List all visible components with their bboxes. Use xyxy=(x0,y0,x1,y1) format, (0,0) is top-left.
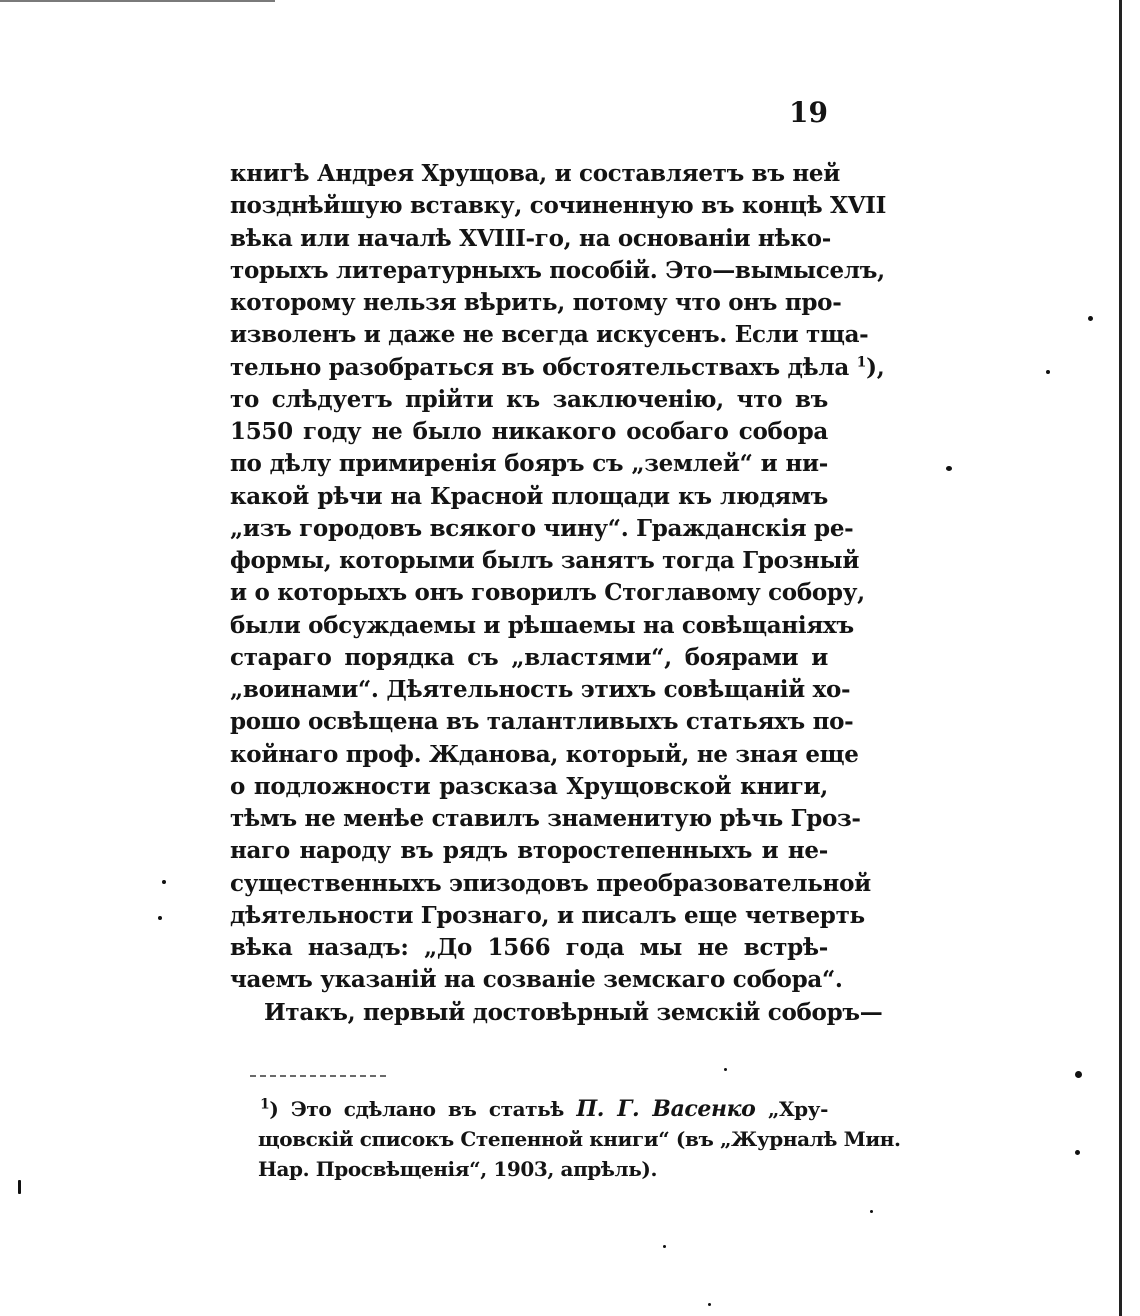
text-line: тѣмъ не менѣе ставилъ знаменитую рѣчь Гроз- xyxy=(230,805,861,832)
footnote xyxy=(258,1094,901,1184)
text-line: вѣка или началѣ XVIII-го, на основаніи нѣко- xyxy=(230,224,831,252)
footnote-text: „Хру- xyxy=(767,1097,828,1121)
scan-speck xyxy=(1046,370,1050,374)
scan-speck xyxy=(1075,1071,1082,1078)
text-line: 1550 году не было никакого особаго собора xyxy=(230,418,828,445)
scan-speck xyxy=(162,880,166,884)
scan-speck xyxy=(724,1068,727,1071)
scan-edge-top xyxy=(0,0,275,2)
text-line: существенныхъ эпизодовъ преобразовательной xyxy=(230,869,871,897)
body-text xyxy=(230,158,887,1029)
scan-speck xyxy=(708,1303,711,1306)
text-line-with-footnote-ref xyxy=(230,352,885,384)
text-line: то слѣдуетъ прійти къ заключенію, что въ xyxy=(230,385,828,413)
page-number: 19 xyxy=(789,96,828,129)
text-line-content: тельно разобраться въ обстоятельствахъ дѣла xyxy=(230,353,849,381)
text-line: наго народу въ рядъ второстепенныхъ и не- xyxy=(230,837,828,865)
scan-speck xyxy=(946,466,952,471)
text-line: рошо освѣщена въ талантливыхъ статьяхъ по- xyxy=(230,708,854,736)
text-line: „воинами“. Дѣятельность этихъ совѣщаній хо- xyxy=(230,676,851,703)
text-line: торыхъ литературныхъ пособій. Это—вымыселъ, xyxy=(230,256,885,284)
text-line: какой рѣчи на Красной площади къ людямъ xyxy=(230,482,828,510)
footnote-author: П. Г. Васенко xyxy=(576,1096,756,1122)
text-line: которому нельзя вѣрить, потому что онъ про- xyxy=(230,289,842,316)
text-line: стараго порядка съ „властями“, боярами и xyxy=(230,643,828,671)
footnote-line: Нар. Просвѣщенія“, 1903, апрѣль). xyxy=(258,1157,658,1181)
footnote-text: ) Это сдѣлано въ статьѣ xyxy=(269,1097,564,1121)
scan-speck xyxy=(18,1180,21,1194)
paragraph-first-line: Итакъ, первый достовѣрный земскій соборъ— xyxy=(264,998,883,1026)
footnote-reference-suffix: ), xyxy=(866,353,885,381)
footnote-separator xyxy=(250,1075,386,1077)
text-line: изволенъ и даже не всегда искусенъ. Если тща- xyxy=(230,321,869,349)
text-line: позднѣйшую вставку, сочиненную въ концѣ XVII xyxy=(230,192,887,220)
text-line: вѣка назадъ: „До 1566 года мы не встрѣ- xyxy=(230,934,828,961)
footnote-line: щовскій списокъ Степенной книги“ (въ „Журналѣ Мин. xyxy=(258,1127,901,1151)
scan-speck xyxy=(158,916,162,920)
footnote-marker: 1 xyxy=(260,1096,270,1113)
footnote-reference[interactable]: 1 xyxy=(856,353,867,370)
text-line: формы, которыми былъ занятъ тогда Грозный xyxy=(230,547,860,574)
text-line: чаемъ указаній на созваніе земскаго собора“. xyxy=(230,966,843,994)
footnote-line xyxy=(258,1094,828,1124)
text-line: по дѣлу примиренія бояръ съ „землей“ и ни- xyxy=(230,450,828,478)
text-line: были обсуждаемы и рѣшаемы на совѣщаніяхъ xyxy=(230,611,854,639)
scan-speck xyxy=(1088,316,1093,321)
scan-speck xyxy=(663,1245,666,1248)
scan-speck xyxy=(870,1210,873,1213)
text-line: книгѣ Андрея Хрущова, и составляетъ въ ней xyxy=(230,160,841,187)
text-line: о подложности разсказа Хрущовской книги, xyxy=(230,772,828,800)
text-line: дѣятельности Грознаго, и писалъ еще четверть xyxy=(230,901,865,929)
text-line: „изъ городовъ всякого чину“. Гражданскія ре- xyxy=(230,514,854,542)
text-line: койнаго проф. Жданова, который, не зная еще xyxy=(230,740,859,768)
scan-speck xyxy=(1075,1150,1080,1155)
scan-edge-right xyxy=(1119,0,1122,1316)
text-line: и о которыхъ онъ говорилъ Стоглавому собору, xyxy=(230,579,865,607)
